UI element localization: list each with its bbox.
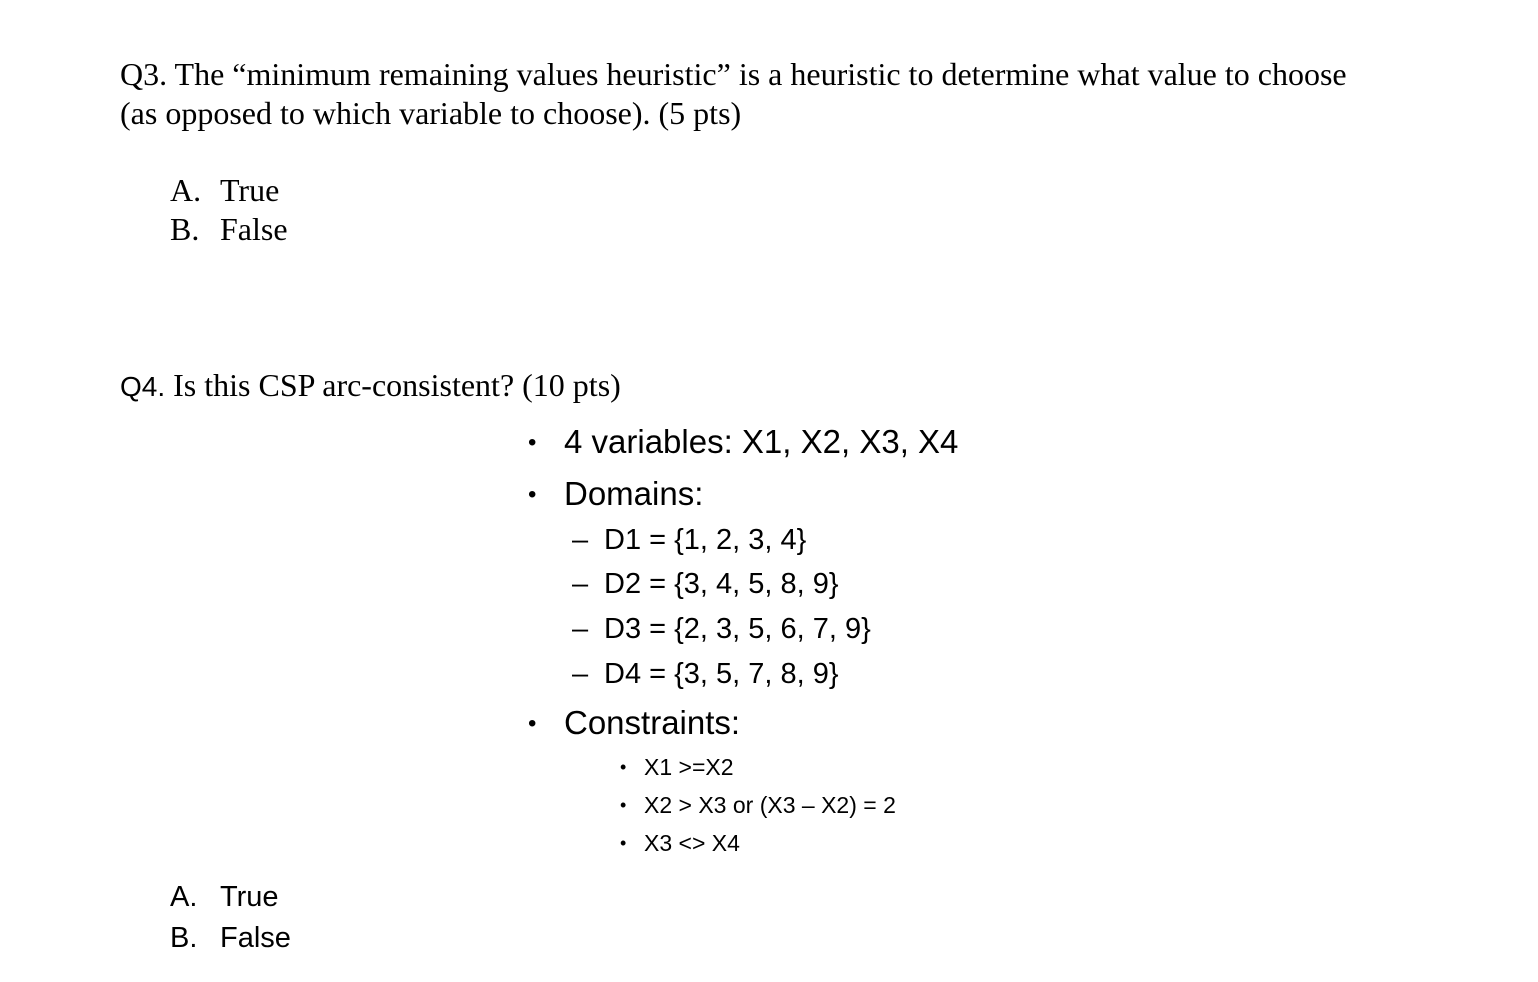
variables-item: [528, 422, 958, 463]
constraint-1-text: X1 >=X2: [644, 754, 734, 780]
q4-question-text: Is this CSP arc-consistent? (10 pts): [165, 367, 621, 403]
q3-option-a[interactable]: [170, 171, 279, 210]
q3-question-line-2: (as opposed to which variable to choose). (5 pts): [120, 95, 742, 131]
bullet-icon: •: [620, 833, 627, 853]
bullet-icon: •: [528, 710, 537, 737]
q3-question: [120, 55, 1430, 133]
dash-icon: –: [572, 658, 589, 690]
bullet-icon: •: [528, 429, 537, 456]
constraint-3-text: X3 <> X4: [644, 830, 740, 856]
domain-item-d4: [572, 656, 839, 692]
domains-label: Domains:: [564, 475, 704, 512]
domain-item-d1: [572, 522, 806, 558]
constraint-item-1: [620, 752, 734, 782]
domain-d1-text: D1 = {1, 2, 3, 4}: [604, 524, 807, 556]
bullet-icon: •: [620, 757, 627, 777]
constraint-item-2: [620, 790, 896, 820]
domains-label-item: [528, 474, 703, 515]
constraint-2-text: X2 > X3 or (X3 – X2) = 2: [644, 792, 896, 818]
q3-option-b-text: False: [220, 211, 288, 247]
q4-option-b[interactable]: [170, 920, 291, 956]
q3-option-b-letter: B.: [170, 211, 200, 247]
q3-option-a-letter: A.: [170, 172, 202, 208]
variables-text: 4 variables: X1, X2, X3, X4: [564, 423, 959, 460]
q3-question-line-1: Q3. The “minimum remaining values heuristic” is a heuristic to determine what value to choose: [120, 56, 1347, 92]
constraints-label: Constraints:: [564, 704, 741, 741]
q4-question: [120, 366, 621, 406]
constraints-label-item: [528, 703, 740, 744]
dash-icon: –: [572, 568, 589, 600]
domain-d4-text: D4 = {3, 5, 7, 8, 9}: [604, 658, 839, 690]
bullet-icon: •: [528, 481, 537, 508]
constraint-item-3: [620, 828, 740, 858]
domain-item-d3: [572, 611, 871, 647]
bullet-icon: •: [620, 795, 627, 815]
dash-icon: –: [572, 613, 589, 645]
q4-option-b-text: False: [220, 922, 291, 954]
domain-d3-text: D3 = {2, 3, 5, 6, 7, 9}: [604, 613, 871, 645]
q4-option-a-letter: A.: [170, 881, 198, 913]
q3-option-b[interactable]: [170, 210, 288, 249]
q4-number: Q4.: [120, 371, 166, 402]
q4-option-b-letter: B.: [170, 922, 198, 954]
domain-item-d2: [572, 566, 839, 602]
q4-option-a[interactable]: [170, 879, 279, 915]
q4-option-a-text: True: [220, 881, 279, 913]
domain-d2-text: D2 = {3, 4, 5, 8, 9}: [604, 568, 839, 600]
q3-option-a-text: True: [220, 172, 280, 208]
dash-icon: –: [572, 524, 589, 556]
